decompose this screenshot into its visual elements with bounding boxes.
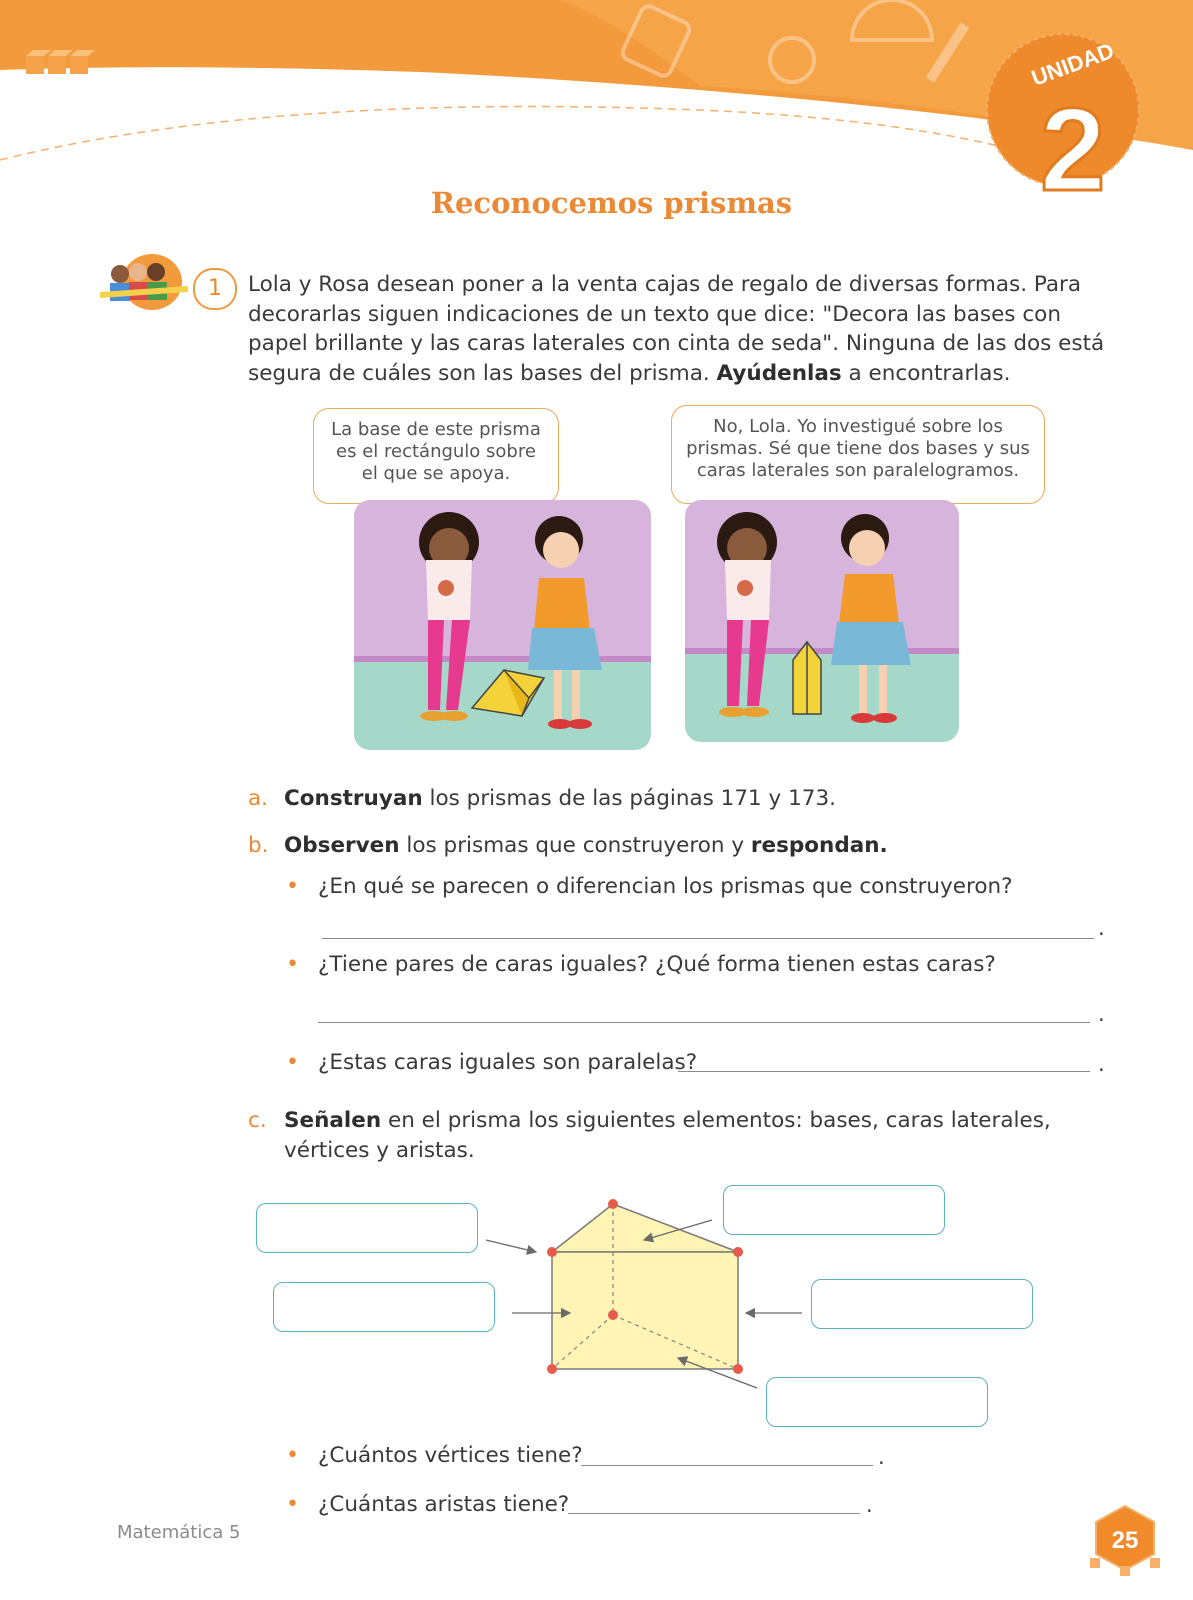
item-c-text: en el prisma los siguientes elementos: bases, caras laterales, vértices y aristas. [284,1108,1051,1163]
answer-line-b1[interactable] [322,938,1094,939]
label-box-edge[interactable] [766,1377,988,1427]
period-b3: . [1098,1052,1105,1076]
activity-intro [248,270,1108,388]
question-b1-text: ¿En qué se parecen o diferencian los prismas que construyeron? [318,874,1013,899]
illustration-lola-rosa-1 [354,500,651,750]
item-b [248,833,888,858]
cubes-icon [26,50,95,74]
speech-right-text: No, Lola. Yo investigué sobre los prismas. Sé que tiene dos bases y sus caras laterales son paralelogramos. [686,416,1030,481]
period-c2: . [866,1493,873,1517]
period-c1: . [878,1445,885,1469]
question-c1 [286,1443,583,1468]
item-a-letter: a. [248,786,269,811]
item-c [248,1106,1108,1166]
activity-number-badge: 1 [193,268,237,310]
question-c1-text: ¿Cuántos vértices tiene? [318,1443,583,1468]
footer-book-title: Matemática 5 [117,1522,241,1543]
question-b1 [286,874,1013,899]
item-b-bold2: respondan. [750,833,888,858]
item-b-bold1: Observen [284,833,400,858]
bullet-icon: • [286,1492,299,1517]
label-box-lateral-face[interactable] [273,1282,495,1332]
answer-line-c2[interactable] [568,1513,860,1514]
illustration-lola-rosa-2 [685,500,959,742]
label-box-vertex[interactable] [811,1279,1033,1329]
page-number: 25 [1111,1527,1139,1554]
speech-left-text: La base de este prisma es el rectángulo sobre el que se apoya. [331,419,541,484]
unit-label: UNIDAD [1028,37,1118,91]
question-c2-text: ¿Cuántas aristas tiene? [318,1492,570,1517]
intro-bold: Ayúdenlas [716,360,842,386]
bullet-icon: • [286,1443,299,1468]
page-title: Reconocemos prismas [430,186,793,220]
answer-line-b2[interactable] [318,1022,1090,1023]
unit-number: 2 [1040,84,1106,216]
speech-bubble-right [671,405,1045,504]
question-c2 [286,1492,569,1517]
period-b1: . [1098,916,1105,940]
label-box-top-face[interactable] [723,1185,945,1235]
question-b2-text: ¿Tiene pares de caras iguales? ¿Qué forma tienen estas caras? [318,952,996,977]
bullet-icon: • [286,952,299,977]
item-c-bold: Señalen [284,1108,382,1133]
bullet-icon: • [286,1050,299,1075]
period-b2: . [1098,1002,1105,1026]
answer-line-c1[interactable] [581,1465,873,1466]
item-a-bold: Construyan [284,786,423,811]
item-b-text: los prismas que construyeron y [399,833,751,858]
intro-end: a encontrarlas. [841,360,1011,386]
item-c-letter: c. [248,1108,267,1133]
bullet-icon: • [286,874,299,899]
intro-text: Lola y Rosa desean poner a la venta cajas de regalo de diversas formas. Para decorarlas siguen indicaciones de un texto que dice: "Decora las bases con papel brillante y las caras laterales con cinta de seda". Ninguna de las dos está segura de cuáles son las bases del prisma. [248,272,1105,386]
question-b2 [286,952,996,977]
item-a-text: los prismas de las páginas 171 y 173. [422,786,836,811]
question-b3 [286,1050,697,1075]
label-box-base-top[interactable] [256,1203,478,1253]
question-b3-text: ¿Estas caras iguales son paralelas? [318,1050,698,1075]
speech-bubble-left [313,408,559,504]
page-number-badge [1084,1502,1166,1576]
answer-line-b3[interactable] [678,1071,1090,1072]
item-a [248,786,836,811]
item-b-letter: b. [248,833,269,858]
group-work-icon [98,252,190,312]
